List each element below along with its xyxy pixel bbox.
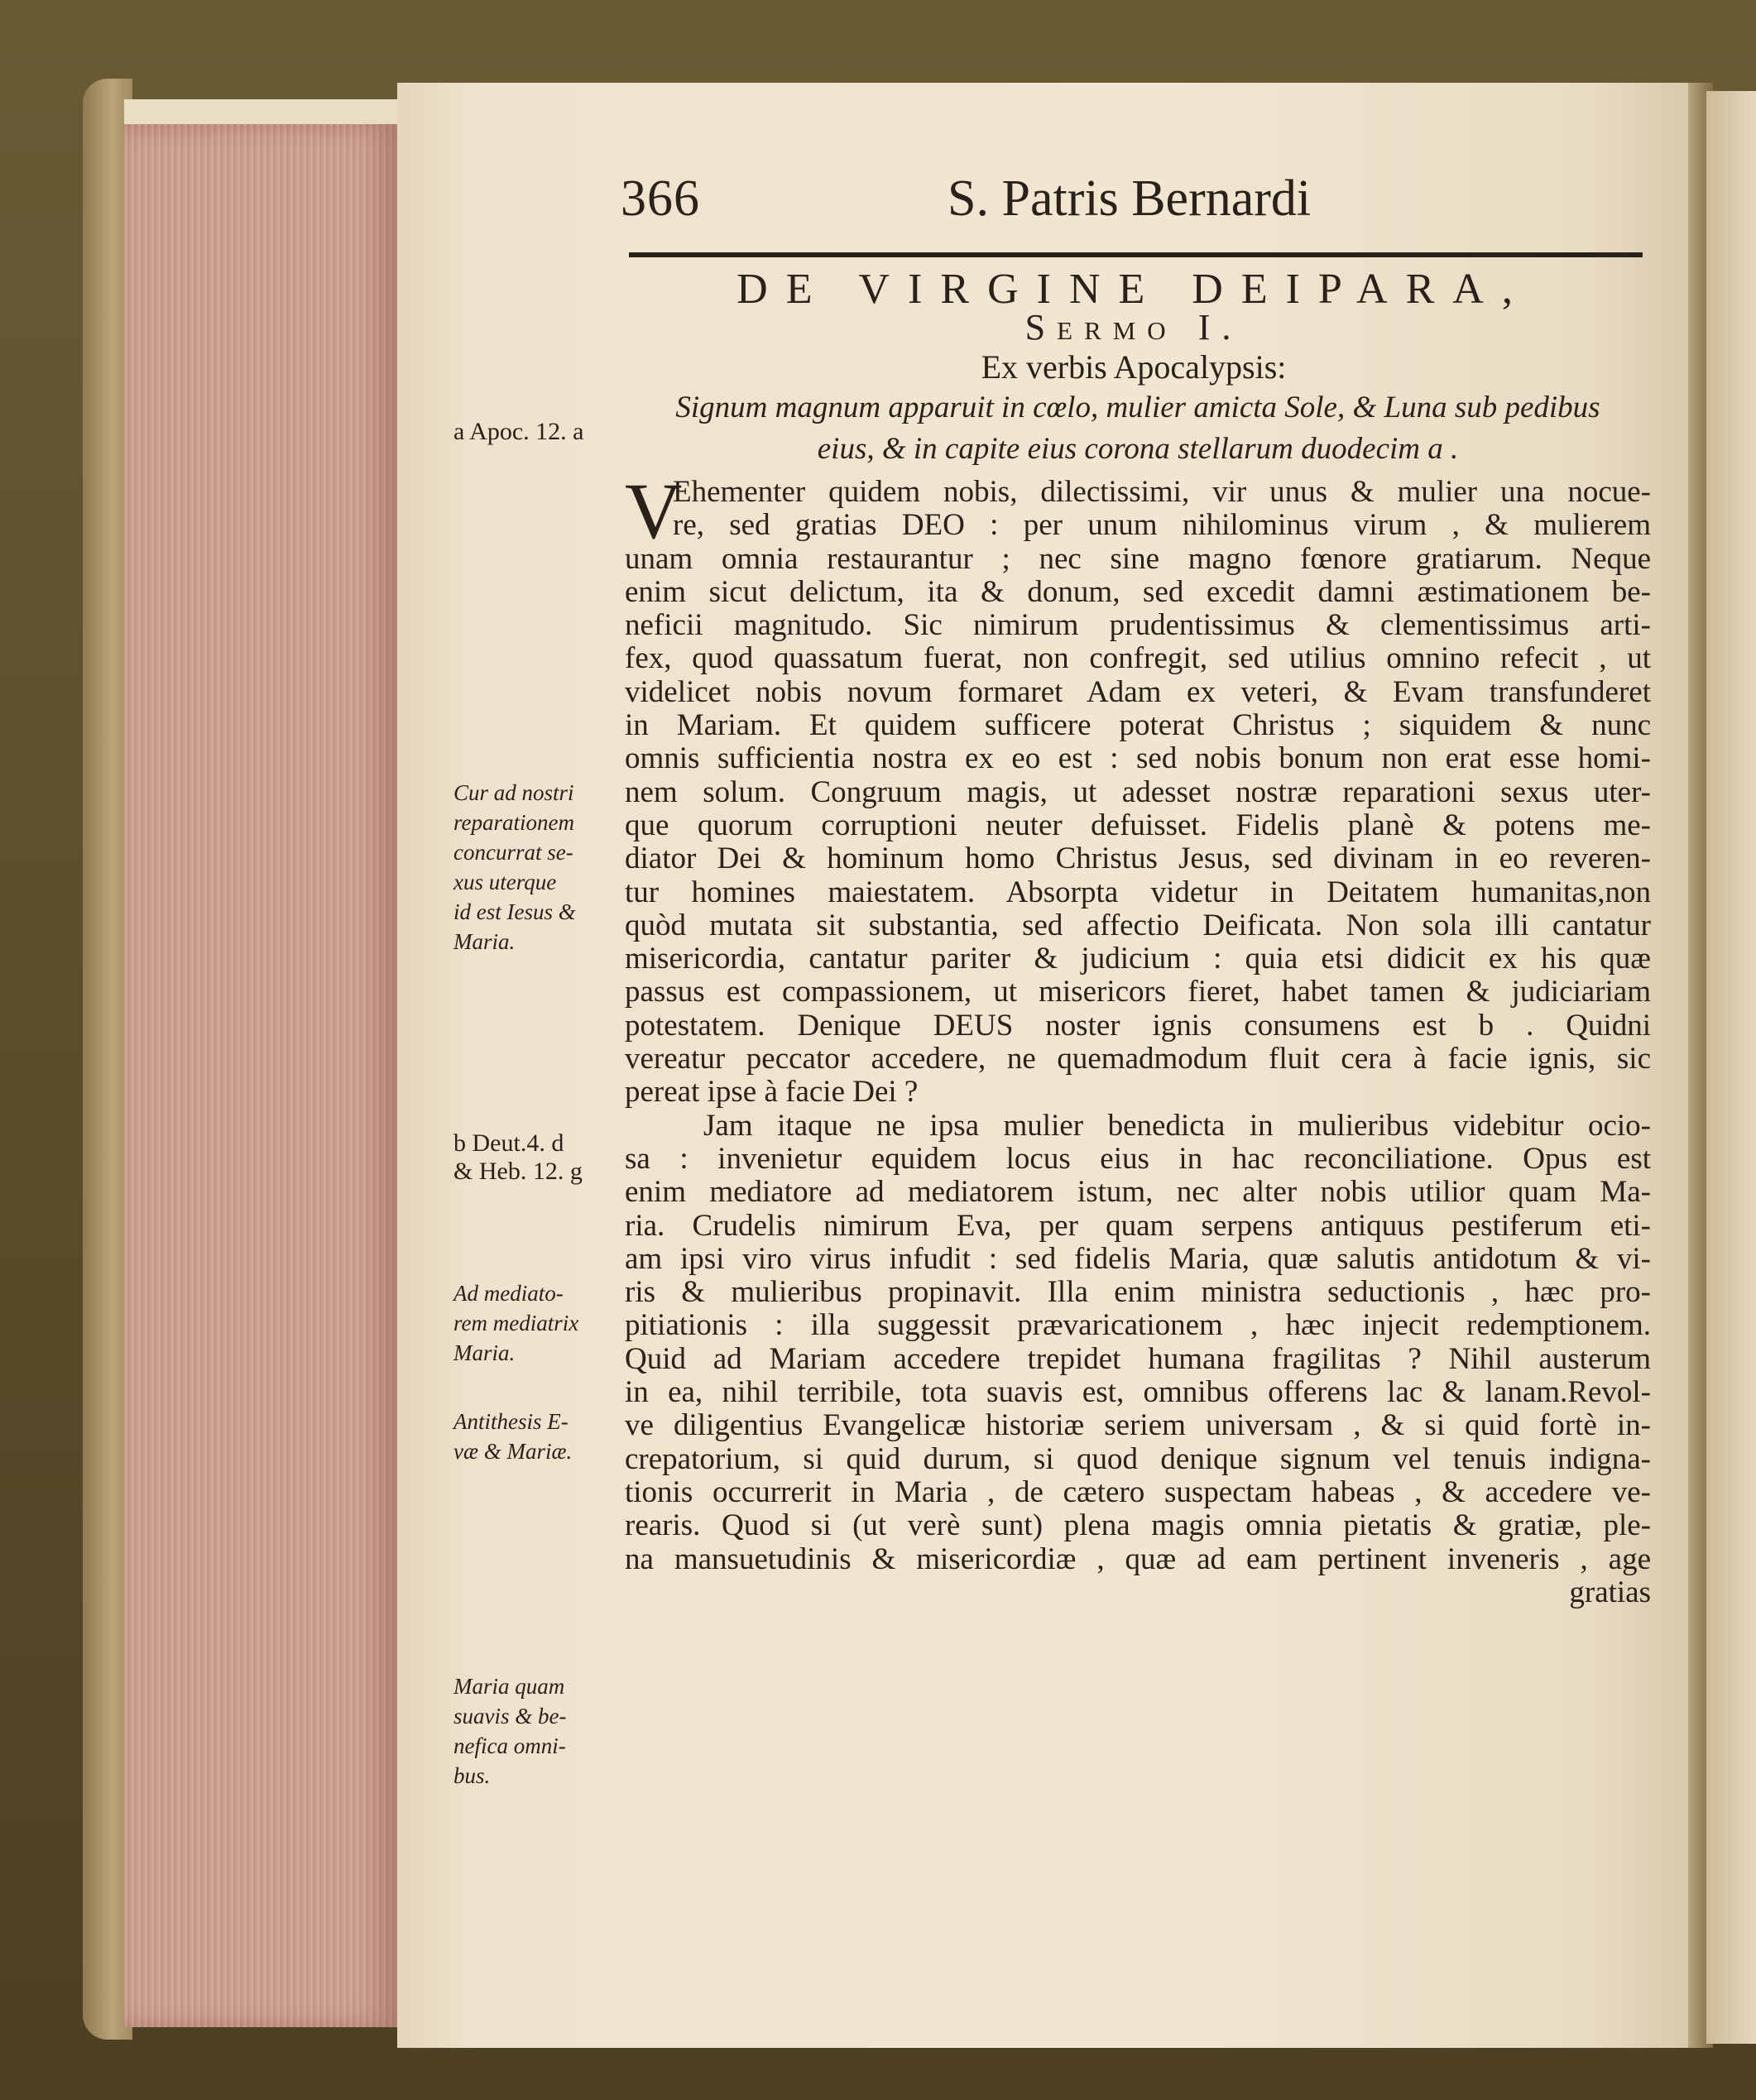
body-line: ve diligentius Evangelicæ historiæ seriem universam , & si quid fortè in- — [625, 1409, 1651, 1443]
page-block-edges — [124, 124, 397, 2027]
margin-note-line: xus uterque — [453, 870, 557, 894]
body-line: pereat ipse à facie Dei ? — [625, 1076, 919, 1110]
body-line: Ehementer quidem nobis, dilectissimi, vir unus & mulier una nocue- — [673, 476, 1651, 509]
body-line: nem solum. Congruum magis, ut adesset nostræ reparationi sexus uter- — [625, 775, 1651, 809]
body-line: tionis occurrerit in Maria , de cætero suspectam habeas , & accedere ve- — [625, 1475, 1651, 1509]
body-line: enim mediatore ad mediatorem istum, nec alter nobis utilior quam Ma- — [625, 1176, 1651, 1210]
epigraph-line: Signum magnum apparuit in cœlo, mulier amicta Sole, & Luna sub pedibus — [675, 391, 1600, 424]
body-line: vereatur peccator accedere, ne quemadmodum fluit cera à facie ignis, sic — [625, 1043, 1651, 1076]
body-line: sa : invenietur equidem locus eius in hac reconciliatione. Opus est — [625, 1142, 1651, 1176]
margin-note-line: væ & Mariæ. — [453, 1439, 573, 1464]
body-line: tur homines maiestatem. Absorpta videtur in Deitatem humanitas,non — [625, 875, 1651, 909]
margin-note-line: rem mediatrix — [453, 1311, 579, 1335]
body-line: ria. Crudelis nimirum Eva, per quam serpens antiquus pestiferum eti- — [625, 1209, 1651, 1243]
body-line: rearis. Quod si (ut verè sunt) plena magis omnia pietatis & gratiæ, ple- — [625, 1509, 1651, 1543]
body-line: quòd mutata sit substantia, sed affectio Deificata. Non sola illi cantatur — [625, 909, 1651, 942]
body-line: passus est compassionem, ut misericors fieret, habet tamen & judiciariam — [625, 976, 1651, 1009]
margin-note — [453, 778, 615, 957]
body-line: crepatorium, si quid durum, si quod denique signum vel tenuis indigna- — [625, 1442, 1651, 1476]
body-line: na mansuetudinis & misericordiæ , quæ ad eam pertinent inveneris , age — [625, 1542, 1651, 1576]
margin-note — [453, 1278, 615, 1368]
sermon-subtitle: Sermo I. — [1024, 307, 1243, 348]
margin-note-line: Antithesis E- — [453, 1409, 569, 1434]
body-line: Quid ad Mariam accedere trepidet humana fragilitas ? Nihil austerum — [625, 1342, 1651, 1376]
margin-note-line: nefica omni- — [453, 1733, 566, 1758]
body-line: neficii magnitudo. Sic nimirum prudentissimus & clementissimus arti- — [625, 609, 1651, 643]
running-head: S. Patris Bernardi — [948, 170, 1312, 227]
margin-note-line: Cur ad nostri — [453, 780, 574, 805]
body-line: in Mariam. Et quidem sufficere poterat Christus ; siquidem & nunc — [625, 709, 1651, 743]
page-header — [621, 170, 1647, 244]
body-line: Jam itaque ne ipsa mulier benedicta in mulieribus videbitur ocio- — [703, 1109, 1651, 1143]
margin-note-line: Ad mediato- — [453, 1281, 564, 1306]
body-line: videlicet nobis novum formaret Adam ex veteri, & Evam transfunderet — [625, 675, 1651, 709]
margin-note-line: reparationem — [453, 810, 574, 835]
body-line: ris & mulieribus propinavit. Illa enim ministra seductionis , hæc pro- — [625, 1276, 1651, 1310]
epigraph — [625, 387, 1651, 470]
margin-note-line: suavis & be- — [453, 1704, 567, 1728]
margin-reference-a: a Apoc. 12. a — [453, 418, 584, 445]
margin-reference-b — [453, 1129, 615, 1186]
body-line: diator Dei & hominum homo Christus Jesus, sed divinam in eo reveren- — [625, 842, 1651, 876]
margin-note — [453, 1407, 615, 1466]
margin-ref-line: & Heb. 12. g — [453, 1158, 583, 1185]
margin-note-line: Maria. — [453, 929, 516, 954]
margin-note-line: Maria quam — [453, 1674, 565, 1699]
margin-note-line: bus. — [453, 1763, 491, 1788]
margin-ref-line: b Deut.4. d — [453, 1129, 564, 1157]
body-line: fex, quod quassatum fuerat, non confregit, sed utilius omnino refecit , ut — [625, 642, 1651, 676]
drop-cap: V — [625, 467, 683, 555]
body-line: in ea, nihil terribile, tota suavis est, omnibus offerens lac & lanam.Revol- — [625, 1376, 1651, 1410]
body-line: unam omnia restaurantur ; nec sine magno fœnore gratiarum. Neque — [625, 542, 1651, 576]
body-line: enim sicut delictum, ita & donum, sed excedit damni æstimationem be- — [625, 575, 1651, 609]
body-line: am ipsi viro virus infudit : sed fidelis Maria, quæ salutis antidotum & vi- — [625, 1242, 1651, 1276]
source-line: Ex verbis Apocalypsis: — [981, 348, 1287, 386]
sermon-title: DE VIRGINE DEIPARA, — [736, 266, 1531, 313]
epigraph-line: eius, & in capite eius corona stellarum duodecim a . — [817, 432, 1459, 466]
body-line: re, sed gratias DEO : per unum nihilominus virum , & mulierem — [673, 509, 1651, 543]
body-line: pitiationis : illa suggessit prævaricationem , hæc injecit redemptionem. — [625, 1309, 1651, 1343]
body-line: omnis sufficientia nostra ex eo est : sed nobis bonum non erat esse homi- — [625, 742, 1651, 776]
facing-page-edge — [1706, 91, 1756, 2044]
header-rule — [629, 252, 1643, 257]
margin-note-line: Maria. — [453, 1340, 516, 1365]
body-line: potestatem. Denique DEUS noster ignis consumens est b . Quidni — [625, 1009, 1651, 1043]
body-line: misericordia, cantatur pariter & judicium : quia etsi didicit ex his quæ — [625, 942, 1651, 976]
body-text — [625, 467, 1651, 1609]
margin-note-line: id est Iesus & — [453, 899, 576, 924]
page-number: 366 — [621, 170, 700, 227]
catchword: gratias — [1569, 1575, 1651, 1609]
margin-note — [453, 1671, 615, 1791]
margin-note-line: concurrat se- — [453, 840, 573, 865]
body-line: que quorum corruptioni neuter defuisset. Fidelis planè & potens me- — [625, 808, 1651, 842]
